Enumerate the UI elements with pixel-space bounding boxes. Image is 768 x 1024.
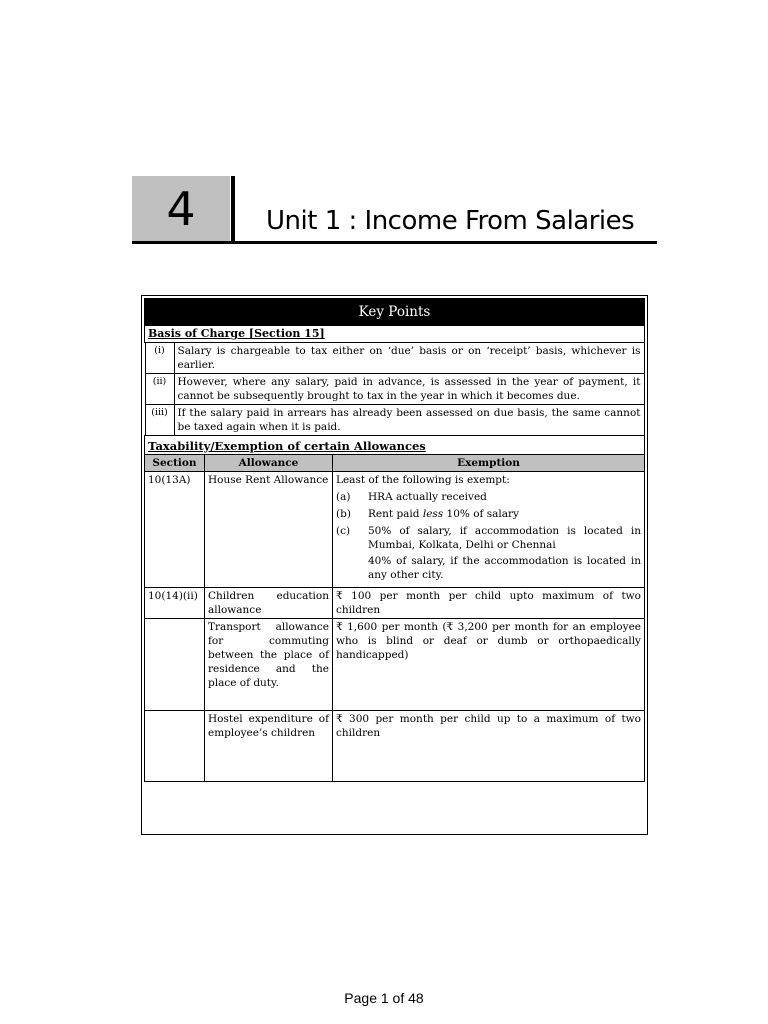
key-points-table — [144, 298, 645, 782]
basis-item — [145, 405, 644, 436]
row-exemption: ₹ 100 per month per child upto maximum of two children — [333, 588, 645, 619]
exemption-intro: Least of the following is exempt: — [336, 474, 510, 486]
exemption-item-label: (c) — [336, 525, 351, 537]
basis-item-text: Salary is chargeable to tax either on ‘due’ basis or on ‘receipt’ basis, whichever is earlier. — [174, 343, 644, 374]
chapter-divider-horizontal — [132, 241, 657, 244]
table-row — [145, 711, 645, 782]
exemption-list — [336, 490, 641, 582]
row-section: 10(13A) — [145, 472, 205, 588]
row-exemption: ₹ 300 per month per child up to a maximum of two children — [333, 711, 645, 782]
column-header-section: Section — [145, 455, 205, 472]
exemption-item — [336, 507, 641, 521]
table-row — [145, 588, 645, 619]
exemption-item — [336, 490, 641, 504]
chapter-number-box — [132, 176, 230, 242]
row-exemption: ₹ 1,600 per month (₹ 3,200 per month for an employee who is blind or deaf or dumb or orthopaedically handicapped) — [333, 619, 645, 711]
exemption-sub-text: 40% of salary, if the accommodation is located in any other city. — [368, 555, 641, 581]
basis-item — [145, 374, 644, 405]
row-allowance: Children education allowance — [205, 588, 333, 619]
basis-item-text: If the salary paid in arrears has already been assessed on due basis, the same cannot be taxed again when it is paid. — [174, 405, 644, 436]
basis-item-number: (ii) — [145, 374, 174, 405]
exemption-item-text — [368, 507, 641, 521]
column-header-exemption: Exemption — [333, 455, 645, 472]
chapter-title: Unit 1 : Income From Salaries — [266, 206, 635, 236]
table-row — [145, 619, 645, 711]
row-section: 10(14)(ii) — [145, 588, 205, 619]
basis-items-table — [145, 343, 645, 435]
basis-item — [145, 343, 644, 374]
column-header-allowance: Allowance — [205, 455, 333, 472]
exemption-item-text: 50% of salary, if accommodation is located in Mumbai, Kolkata, Delhi or Chennai — [368, 525, 641, 551]
allowances-heading: Taxability/Exemption of certain Allowances — [145, 436, 645, 455]
exemption-item — [336, 524, 641, 552]
row-section — [145, 711, 205, 782]
key-points-frame — [141, 295, 648, 835]
table-row — [145, 472, 645, 588]
chapter-number: 4 — [166, 182, 196, 236]
exemption-item-text: HRA actually received — [368, 491, 487, 503]
basis-item-number: (i) — [145, 343, 174, 374]
exemption-item-post: 10% of salary — [443, 508, 519, 520]
chapter-divider-vertical — [231, 176, 235, 244]
page-number: Page 1 of 48 — [344, 990, 424, 1006]
basis-of-charge-heading: Basis of Charge [Section 15] — [145, 326, 645, 343]
row-section — [145, 619, 205, 711]
exemption-item-emphasis: less — [422, 508, 444, 520]
row-allowance: Hostel expenditure of employee’s children — [205, 711, 333, 782]
exemption-item-label: (a) — [336, 491, 351, 503]
exemption-item-pre: Rent paid — [368, 508, 423, 520]
key-points-title: Key Points — [145, 299, 645, 326]
row-exemption — [333, 472, 645, 588]
basis-item-text: However, where any salary, paid in advance, is assessed in the year of payment, it cannot be subsequently brought to tax in the year in which it becomes due. — [174, 374, 644, 405]
row-allowance: Transport allowance for commuting between the place of residence and the place of duty. — [205, 619, 333, 711]
row-allowance: House Rent Allowance — [205, 472, 333, 588]
basis-item-number: (iii) — [145, 405, 174, 436]
exemption-item-label: (b) — [336, 508, 351, 520]
